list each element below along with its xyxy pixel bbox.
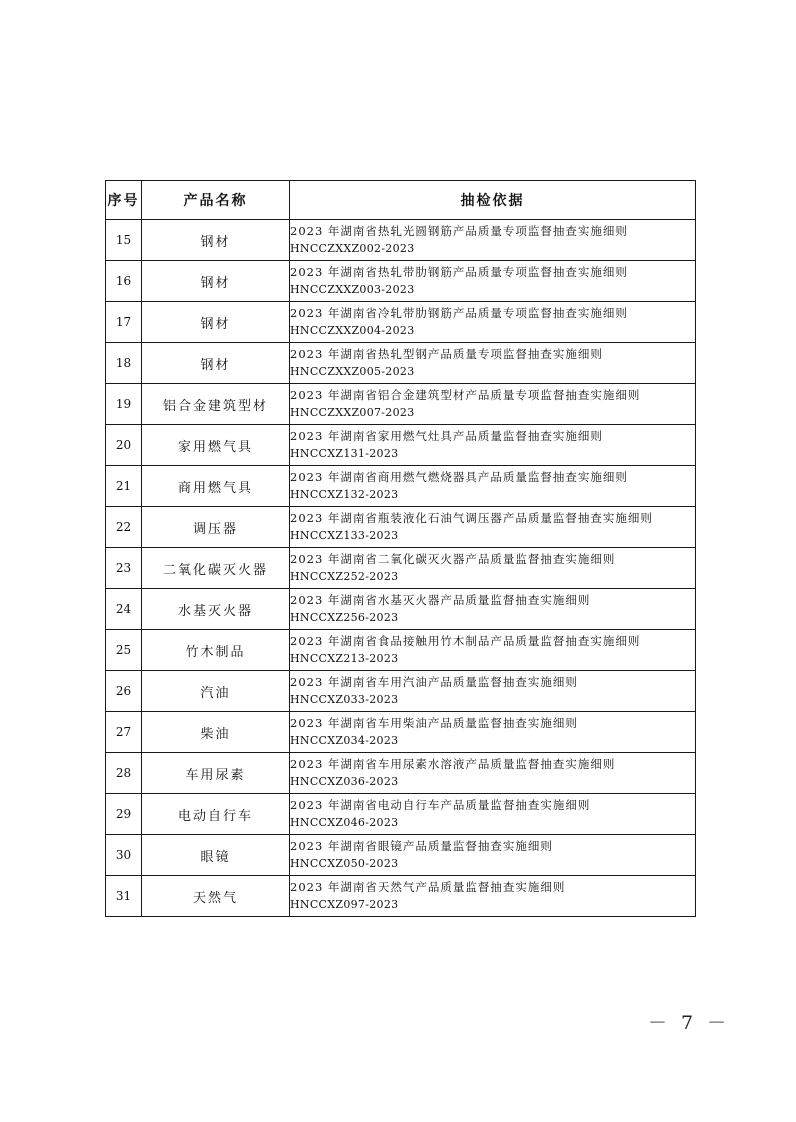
row-inspection-basis [290,671,696,712]
table-row [106,630,696,671]
row-product-name: 钢材 [142,220,290,261]
header-serial-no: 序号 [106,181,142,220]
row-product-name: 钢材 [142,302,290,343]
table-row [106,261,696,302]
row-product-name: 铝合金建筑型材 [142,384,290,425]
row-inspection-basis [290,548,696,589]
table-header-row [106,181,696,220]
row-product-name: 眼镜 [142,835,290,876]
row-product-name: 商用燃气具 [142,466,290,507]
basis-title: 2023 年湖南省热轧型钢产品质量专项监督抽查实施细则 [290,347,603,361]
basis-title: 2023 年湖南省瓶装液化石油气调压器产品质量监督抽查实施细则 [290,511,653,525]
row-product-name: 柴油 [142,712,290,753]
basis-code: HNCCXZ033-2023 [290,693,399,706]
row-serial-no: 21 [106,466,142,507]
row-inspection-basis [290,466,696,507]
basis-code: HNCCXZ133-2023 [290,529,399,542]
row-product-name: 汽油 [142,671,290,712]
row-product-name: 调压器 [142,507,290,548]
table-row [106,425,696,466]
row-product-name: 电动自行车 [142,794,290,835]
basis-title: 2023 年湖南省车用柴油产品质量监督抽查实施细则 [290,716,578,730]
row-serial-no: 26 [106,671,142,712]
table-row [106,507,696,548]
table-row [106,753,696,794]
basis-code: HNCCXZ050-2023 [290,857,399,870]
table-header [106,181,696,220]
basis-code: HNCCZXXZ002-2023 [290,242,415,255]
basis-title: 2023 年湖南省商用燃气燃烧器具产品质量监督抽查实施细则 [290,470,628,484]
row-product-name: 家用燃气具 [142,425,290,466]
basis-code: HNCCZXXZ003-2023 [290,283,415,296]
basis-code: HNCCXZ097-2023 [290,898,399,911]
basis-title: 2023 年湖南省食品接触用竹木制品产品质量监督抽查实施细则 [290,634,641,648]
basis-code: HNCCXZ256-2023 [290,611,399,624]
table-row [106,589,696,630]
row-serial-no: 24 [106,589,142,630]
table-body [106,220,696,917]
basis-title: 2023 年湖南省车用汽油产品质量监督抽查实施细则 [290,675,578,689]
row-inspection-basis [290,712,696,753]
row-serial-no: 18 [106,343,142,384]
basis-code: HNCCXZ034-2023 [290,734,399,747]
inspection-basis-table [105,180,696,917]
row-product-name: 钢材 [142,261,290,302]
table-row [106,384,696,425]
header-inspection-basis: 抽检依据 [290,181,696,220]
row-inspection-basis [290,589,696,630]
row-serial-no: 29 [106,794,142,835]
basis-code: HNCCXZ213-2023 [290,652,399,665]
table-row [106,794,696,835]
row-inspection-basis [290,343,696,384]
row-inspection-basis [290,794,696,835]
row-inspection-basis [290,876,696,917]
row-product-name: 二氧化碳灭火器 [142,548,290,589]
basis-title: 2023 年湖南省冷轧带肋钢筋产品质量专项监督抽查实施细则 [290,306,628,320]
basis-title: 2023 年湖南省车用尿素水溶液产品质量监督抽查实施细则 [290,757,616,771]
table-row [106,671,696,712]
basis-title: 2023 年湖南省水基灭火器产品质量监督抽查实施细则 [290,593,591,607]
row-product-name: 钢材 [142,343,290,384]
row-product-name: 天然气 [142,876,290,917]
table-row [106,548,696,589]
row-inspection-basis [290,835,696,876]
row-inspection-basis [290,630,696,671]
basis-title: 2023 年湖南省热轧光圆钢筋产品质量专项监督抽查实施细则 [290,224,628,238]
table-row [106,835,696,876]
basis-title: 2023 年湖南省眼镜产品质量监督抽查实施细则 [290,839,553,853]
table-row [106,712,696,753]
row-serial-no: 30 [106,835,142,876]
basis-code: HNCCZXXZ005-2023 [290,365,415,378]
row-inspection-basis [290,384,696,425]
row-serial-no: 16 [106,261,142,302]
row-serial-no: 31 [106,876,142,917]
basis-title: 2023 年湖南省电动自行车产品质量监督抽查实施细则 [290,798,591,812]
row-inspection-basis [290,302,696,343]
basis-title: 2023 年湖南省二氧化碳灭火器产品质量监督抽查实施细则 [290,552,616,566]
row-inspection-basis [290,261,696,302]
basis-title: 2023 年湖南省家用燃气灶具产品质量监督抽查实施细则 [290,429,603,443]
basis-title: 2023 年湖南省热轧带肋钢筋产品质量专项监督抽查实施细则 [290,265,628,279]
table-row [106,876,696,917]
row-inspection-basis [290,425,696,466]
row-product-name: 水基灭火器 [142,589,290,630]
row-product-name: 竹木制品 [142,630,290,671]
row-inspection-basis [290,507,696,548]
row-serial-no: 19 [106,384,142,425]
row-serial-no: 28 [106,753,142,794]
table-row [106,343,696,384]
basis-code: HNCCXZ132-2023 [290,488,399,501]
basis-title: 2023 年湖南省天然气产品质量监督抽查实施细则 [290,880,566,894]
table-row [106,466,696,507]
header-product-name: 产品名称 [142,181,290,220]
row-serial-no: 17 [106,302,142,343]
basis-title: 2023 年湖南省铝合金建筑型材产品质量专项监督抽查实施细则 [290,388,641,402]
row-serial-no: 22 [106,507,142,548]
basis-code: HNCCXZ252-2023 [290,570,399,583]
row-product-name: 车用尿素 [142,753,290,794]
page-number: － 7 － [648,1012,731,1034]
basis-code: HNCCZXXZ004-2023 [290,324,415,337]
row-serial-no: 27 [106,712,142,753]
row-inspection-basis [290,220,696,261]
row-serial-no: 20 [106,425,142,466]
table-row [106,220,696,261]
row-serial-no: 15 [106,220,142,261]
row-serial-no: 23 [106,548,142,589]
row-inspection-basis [290,753,696,794]
basis-code: HNCCXZ036-2023 [290,775,399,788]
table-row [106,302,696,343]
row-serial-no: 25 [106,630,142,671]
basis-code: HNCCZXXZ007-2023 [290,406,415,419]
basis-code: HNCCXZ131-2023 [290,447,399,460]
basis-code: HNCCXZ046-2023 [290,816,399,829]
